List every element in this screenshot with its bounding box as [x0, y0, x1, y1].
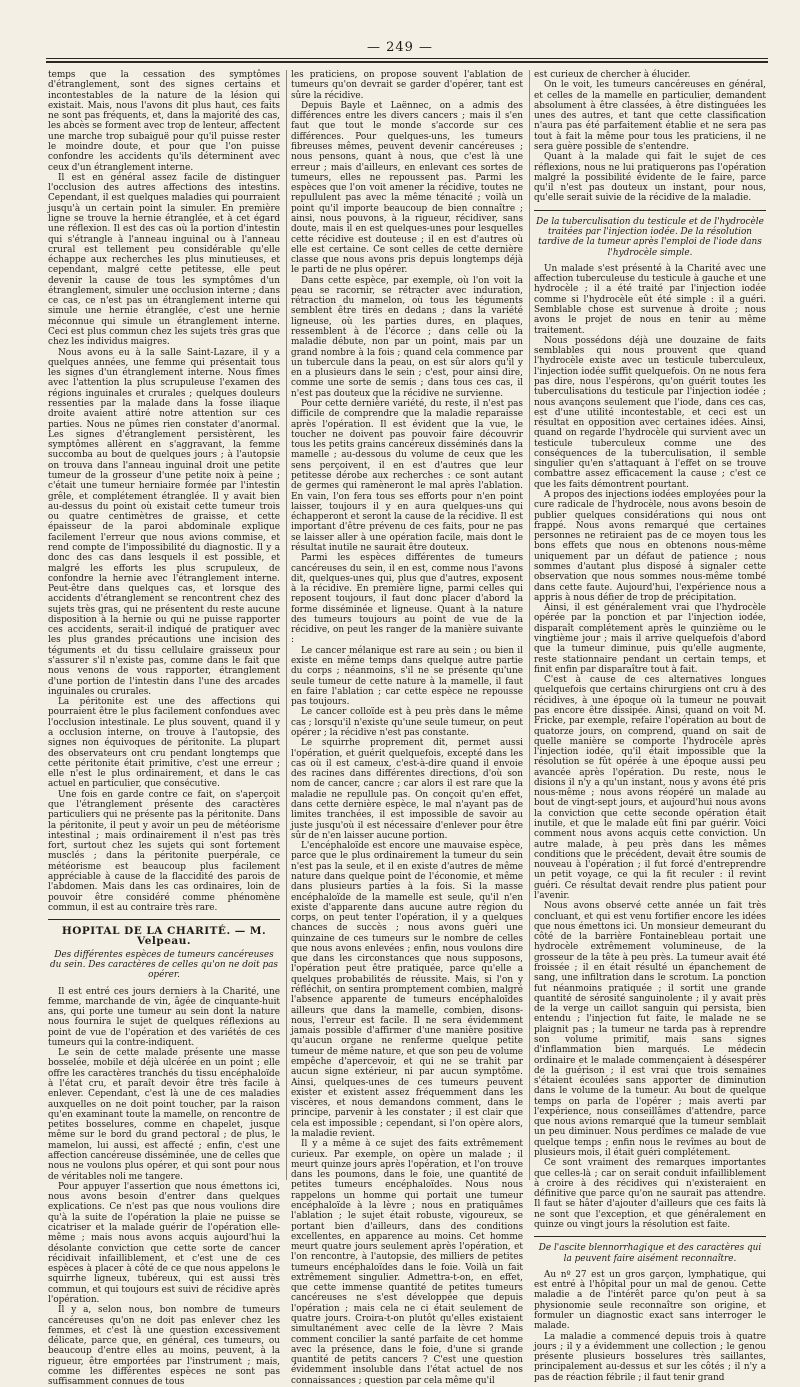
- paragraph: Au nº 27 est un gros garçon, lymphatique, qui est entré à l'hôpital pour un mal de genou. Cette maladie a de l'intérêt parce qu'on peut à sa physionomie seule reconnaître son origine, et formuler un diagnostic exact sans interroger le malade.: [534, 1269, 766, 1332]
- paragraph: La maladie a commencé depuis trois à quatre jours ; il y a évidemment une collection ; le genou présente plusieurs bosselures très saillantes, principalement au-dessus et sur les côtés ; il n'y a pas de réaction fébrile ; il faut tenir grand: [534, 1331, 766, 1383]
- top-rule: [46, 58, 768, 59]
- paragraph: Parmi les espèces différentes de tumeurs cancéreuses du sein, il en est, comme nous l'avons dit, quelques-unes qui, plus que d'autres, exposent à la récidive. En première ligne, parmi celles qui reposent toujours, il faut donc placer d'abord la forme disséminée et ligneuse. Quant à la nature des tumeurs toujours au point de vue de la récidive, on peut les ranger de la manière suivante :: [291, 553, 523, 646]
- paragraph: Le sein de cette malade présente une masse bosselée, mobile et déjà ulcérée en un point ; elle offre les caractères tranchés du tissu encéphaloïde à l'état cru, et paraît devoir être très facile à enlever. Cependant, c'est là une de ces maladies auxquelles on ne doit point toucher, par la raison qu'en examinant toute la mamelle, on rencontre de petites bosselures, comme en chapelet, jusque même sur le bord du grand pectoral ; de plus, le mamelon, lui aussi, est affecté ; enfin, c'est une affection cancéreuse disséminée, une de celles que nous ne voulons plus opérer, et qui sont pour nous de véritables noli me tangere.: [48, 1048, 280, 1182]
- paragraph: C'est à cause de ces alternatives longues quelquefois que certains chirurgiens ont cru à des récidives, à une époque où la tumeur ne pouvait pas encore être dissipée. Ainsi, quand on voit M. Fricke, par exemple, refaire l'opération au bout de quatorze jours, on comprend, quand on sait de quelle manière se comporte l'hydrocèle après l'injection iodée, qu'il était impossible que la résolution se fût opérée à une époque aussi peu avancée après l'opération. Du reste, nous le disions il n'y a qu'un instant, nous y avons été pris nous-même ; nous avons réopéré un malade au bout de vingt-sept jours, et aujourd'hui nous avons la conviction que cette seconde opération était inutile, et que le malade eût fini par guérir. Voici comment nous avons acquis cette conviction. Un autre malade, à peu près dans les mêmes conditions que le précédent, devait être soumis de nouveau à l'opération ; il fut forcé d'entreprendre un petit voyage, ce qui la fit reculer : il revint guéri. Ce résultat devait rendre plus patient pour l'avenir.: [534, 675, 766, 901]
- paragraph: les praticiens, on propose souvent l'ablation de tumeurs qu'on devrait se garder d'opérer, tant est sûre la récidive.: [291, 70, 523, 101]
- columns: [48, 70, 768, 1387]
- section-divider: [534, 210, 766, 211]
- paragraph: Il est entré ces jours derniers à la Charité, une femme, marchande de vin, âgée de cinquante-huit ans, qui porte une tumeur au sein dont la nature nous fournira le sujet de quelques réflexions au point de vue de l'opération et des variétés de ces tumeurs qui la contre-indiquent.: [48, 986, 280, 1048]
- page-number: — 249 —: [366, 40, 434, 55]
- paragraph: On le voit, les tumeurs cancéreuses en général, et celles de la mamelle en particulier, demandent absolument à être classées, à être distinguées les unes des autres, et tant que cette classification n'aura pas été parfaitement établie et ne sera pas tout à fait la même pour tous les praticiens, il ne sera guère possible de s'entendre.: [534, 80, 766, 152]
- paragraph: Dans cette espèce, par exemple, où l'on voit la peau se racornir, se rétracter avec induration, rétraction du mamelon, où tous les téguments semblent être tirés en dedans ; dans la variété ligneuse, où les parties dures, en plaques, ressemblent à de l'écorce ; dans celle où la maladie débute, non par un point, mais par un grand nombre à la fois ; quand cela commence par un tubercule dans la peau, on est sûr alors qu'il y en a plusieurs dans le sein ; c'est, pour ainsi dire, comme une sorte de semis ; dans tous ces cas, il n'est pas douteux que la récidive ne survienne.: [291, 275, 523, 399]
- paragraph: Le cancer colloïde est à peu près dans le même cas ; lorsqu'il n'existe qu'une seule tumeur, on peut opérer ; la récidive n'est pas constante.: [291, 707, 523, 738]
- section-subtitle: De l'ascite blennorrhagique et des caractères qui la peuvent faire aisément reconnaître.: [538, 1243, 762, 1264]
- paragraph: est curieux de chercher à élucider.: [534, 70, 691, 80]
- paragraph: A propos des injections iodées employées pour la cure radicale de l'hydrocèle, nous avons besoin de publier quelques considérations qui nous ont frappé. Nous avons remarqué que certaines personnes ne retiraient pas de ce moyen tous les bons effets que nous en obtenons nous-même uniquement par un défaut de patience ; nous sommes d'autant plus disposé à signaler cette observation que nous sommes nous-même tombé dans cette faute. Aujourd'hui, l'expérience nous a appris à nous défier de trop de précipitation.: [534, 490, 766, 603]
- paragraph: Quant à la malade qui fait le sujet de ces réflexions, nous ne lui pratiquerons pas l'opération malgré la possibilité évidente de le faire, parce qu'il n'est pas douteux un instant, pour nous, qu'elle serait suivie de la récidive de la maladie.: [534, 152, 766, 204]
- section-divider: [48, 919, 280, 920]
- paragraph: Une fois en garde contre ce fait, on s'aperçoit que l'étranglement présente des caractères particuliers qui ne présente pas la péritonite. Dans la péritonite, il peut y avoir un peu de météorisme intestinal ; mais ordinairement il n'est pas très fort, surtout chez les sujets qui sont fortement musclés ; dans la péritonite puerpérale, ce météorisme est beaucoup plus facilement appréciable à cause de la flaccidité des parois de l'abdomen. Mais dans les cas ordinaires, loin de pouvoir être considéré comme phénomène commun, il est au contraire très rare.: [48, 789, 280, 913]
- paragraph: Le squirrhe proprement dit, permet aussi l'opération, et guérit quelquefois, excepté dans les cas où il est cameux, c'est-à-dire quand il envoie des racines dans différentes directions, d'où son nom de cancer, cancre ; car alors il est rare que la maladie ne repullule pas. On conçoit qu'en effet, dans cette dernière espèce, le mal n'ayant pas de limites tranchées, il est impossible de savoir au juste jusqu'où il est nécessaire d'enlever pour être sûr de n'en laisser aucune portion.: [291, 738, 523, 841]
- paragraph: Il y a, selon nous, bon nombre de tumeurs cancéreuses qu'on ne doit pas enlever chez les femmes, et c'est là une question excessivement délicate, parce que, en général, ces tumeurs, ou beaucoup d'entre elles au moins, peuvent, à la rigueur, être emportées par l'instrument ; mais, comme les différentes espèces ne sont pas suffisamment connues de tous: [48, 1305, 280, 1387]
- paragraph: Il y a même à ce sujet des faits extrêmement curieux. Par exemple, on opère un malade ; il meurt quinze jours après l'opération, et l'on trouve dans les poumons, dans le foie, une quantité de petites tumeurs encéphaloïdes. Nous nous rappelons un homme qui portait une tumeur encéphaloïde à la lèvre ; nous en pratiquâmes l'ablation ; le sujet était robuste, vigoureux, se portant bien d'ailleurs, dans des conditions excellentes, en apparence au moins. Cet homme meurt quatre jours seulement après l'opération, et l'on rencontre, à l'autopsie, des milliers de petites tumeurs encéphaloïdes dans le foie. Voilà un fait extrêmement singulier. Admettra-t-on, en effet, que cette immense quantité de petites tumeurs cancéreuses ne s'est développée que depuis l'opération ; mais cela ne ci était seulement de quatre jours. Croira-t-on plutôt qu'elles existaient simultanément avec celle de la lèvre ? Mais comment concilier la santé parfaite de cet homme avec la présence, dans le foie, d'une si grande quantité de petits cancers ? C'est une question évidemment insoluble dans l'état actuel de nos connaissances ; question par cela même qu'il: [291, 1139, 523, 1386]
- paragraph: Pour cette dernière variété, du reste, il n'est pas difficile de comprendre que la maladie reparaisse après l'opération. Il est évident que la vue, le toucher ne doivent pas pouvoir faire découvrir tous les petits grains cancéreux disséminés dans la mamelle ; au-dessous du volume de ceux que les sens perçoivent, il en est d'autres que leur petitesse dérobe aux recherches : ce sont autant de germes qui ramèneront le mal après l'ablation. En vain, l'on fera tous ses efforts pour n'en point laisser, toujours il y en aura quelques-uns qui échapperont et seront la cause de la récidive. Il est important d'être prévenu de ces faits, pour ne pas se laisser aller à une opération facile, mais dont le résultat inutile ne saurait être douteux.: [291, 399, 523, 553]
- paragraph: L'encéphaloïde est encore une mauvaise espèce, parce que le plus ordinairement la tumeur du sein n'est pas la seule, et il en existe d'autres de même nature dans quelque point de l'économie, et même dans plusieurs parties à la fois. Si la masse encéphaloïde de la mamelle est seule, qu'il n'en existe d'apparente dans aucune autre région du corps, on peut tenter l'opération, il y a quelques chances de succès ; nous avons guéri une quinzaine de ces tumeurs sur le nombre de celles que nous avons enlevées ; enfin, nous voulons dire que dans les circonstances que nous supposons, l'opération peut être pratiquée, parce qu'elle a quelques probabilités de réussite. Mais, si l'on y réfléchit, on sentira promptement combien, malgré l'absence apparente de tumeurs encéphaloïdes ailleurs que dans la mamelle, combien, disons-nous, l'erreur est facile. Il ne sera évidemment jamais possible d'affirmer d'une manière positive qu'aucun organe ne renferme quelque petite tumeur de même nature, et que son peu de volume empêche d'apercevoir, et qui ne se trahit par aucun signe extérieur, ni par aucun symptôme. Ainsi, quelques-unes de ces tumeurs peuvent exister et existent assez fréquemment dans les viscères, et nous demandons comment, dans le principe, parvenir à les constater ; il est clair que cela est impossible ; cependant, si l'on opère alors, la maladie revient.: [291, 841, 523, 1139]
- section-divider: [534, 1236, 766, 1237]
- paragraph: Depuis Bayle et Laënnec, on a admis des différences entre les divers cancers ; mais il s'en faut que tout le monde s'accorde sur ces différences. Pour quelques-uns, les tumeurs fibreuses mêmes, peuvent devenir cancéreuses ; nous pensons, quant à nous, que c'est là une erreur ; mais d'ailleurs, en enlevant ces sortes de tumeurs, elles ne repoussent pas. Parmi les espèces que l'on voit amener la récidive, toutes ne repullulent pas avec la même ténacité ; voilà un point qu'il importe beaucoup de bien connaître ; ainsi, nous pouvons, à la rigueur, récidiver, sans doute, mais il en est quelques-unes pour lesquelles cette récidive est douteuse ; il en est d'autres où elle est certaine. Ce sont celles de cette dernière classe que nous avons pris depuis longtemps déjà le parti de ne plus opérer.: [291, 100, 523, 276]
- column-2: [291, 70, 523, 1386]
- paragraph: Il est en général assez facile de distinguer l'occlusion des autres affections des intestins. Cependant, il est quelques maladies qui pourraient jusqu'à un certain point la simuler. En première ligne se trouve la hernie étranglée, et à cet égard une réflexion. Il est des cas où la portion d'intestin qui s'étrangle à l'anneau inguinal ou à l'anneau crural est tellement peu considérable qu'elle échappe aux recherches les plus minutieuses, et cependant, malgré cette petitesse, elle peut devenir la cause de tous les symptômes d'un étranglement, simuler une occlusion interne ; dans ce cas, ce n'est pas un étranglement interne qui simule une hernie étranglée, c'est une hernie méconnue qui simule un étranglement interne. Ceci est plus commun chez les sujets très gras que chez les individus maigres.: [48, 172, 280, 348]
- paragraph: La péritonite est une des affections qui pourraient être le plus facilement confondues avec l'occlusion intestinale. Le plus souvent, quand il y a occlusion interne, on trouve à l'autopsie, des signes non équivoques de péritonite. La plupart des observateurs ont cru pendant longtemps que cette péritonite était primitive, c'est une erreur ; elle n'est le plus ordinairement, et dans le cas actuel en particulier, que consécutive.: [48, 697, 280, 790]
- paragraph: Ce sont vraiment des remarques importantes que celles-là ; car on serait conduit infailliblement à croire à des récidives qui n'existeraient en définitive que parce qu'on ne saurait pas attendre. Il faut se hâter d'ajouter d'ailleurs que ces faits là ne sont que l'exception, et que généralement en quinze ou vingt jours la résolution est faite.: [534, 1158, 766, 1230]
- section-heading: HOPITAL DE LA CHARITÉ. — M. Velpeau.: [61, 925, 267, 948]
- column-3: [534, 70, 766, 1383]
- section-subtitle: Des différentes espèces de tumeurs cancéreuses du sein. Des caractères de celles qu'on ne doit pas opérer.: [50, 949, 278, 981]
- paragraph: Nous possédons déjà une douzaine de faits semblables qui nous prouvent que quand l'hydrocèle existe avec un testicule tuberculeux, l'injection iodée suffit quelquefois. On ne nous fera pas dire, nous l'espérons, qu'on guérit toutes les tuberculisations du testicule par l'injection iodée ; nous avançons seulement que l'iode, dans ces cas, est d'une utilité incontestable, et ceci est un résultat en opposition avec certaines idées. Ainsi, quand on regarde l'hydrocèle qui survient avec un testicule tuberculeux comme une des conséquences de la tuberculisation, il semble singulier qu'en s'attaquant à l'effet on se trouve combattre assez efficacement la cause ; c'est ce que les faits démontrent pourtant.: [534, 335, 766, 490]
- paragraph: Le cancer mélanique est rare au sein ; ou bien il existe en même temps dans quelque autre partie du corps ; néanmoins, s'il ne se présente qu'une seule tumeur de cette nature à la mamelle, il faut en faire l'ablation ; car cette espèce ne repousse pas toujours.: [291, 645, 523, 708]
- section-subtitle: De la tuberculisation du testicule et de l'hydrocèle traitées par l'injection iodée. De la résolution tardive de la tumeur après l'emploi de l'iode dans l'hydrocèle simple.: [536, 216, 764, 258]
- paragraph: temps que la cessation des symptômes d'étranglement, sont des signes certains et incontestables de la nature de la lésion qui existait. Mais, nous l'avons dit plus haut, ces faits ne sont pas fréquents, et, dans la majorité des cas, les abcès se forment avec trop de lenteur, affectent une marche trop subaiguë pour qu'il puisse rester le moindre doute, et pour que l'on puisse confondre les accidents qu'ils déterminent avec ceux d'un étranglement interne.: [48, 70, 280, 173]
- paragraph: Ainsi, il est généralement vrai que l'hydrocèle opérée par la ponction et par l'injection iodée, disparaît complétement après le quinzième ou le vingtième jour ; mais il arrive quelquefois d'abord que la tumeur diminue, puis qu'elle augmente, reste stationnaire pendant un certain temps, et finit enfin par disparaître tout à fait.: [534, 603, 766, 675]
- paragraph: Nous avons observé cette année un fait très concluant, et qui est venu fortifier encore les idées que nous émettons ici. Un monsieur demeurant du côté de la barrière Fontainebleau portait une hydrocèle extrêmement volumineuse, de la grosseur de la tête à peu près. La tumeur avait été froissée ; il en était résulté un épanchement de sang, une infiltration dans le scrotum. La ponction fut néanmoins pratiquée ; il sortit une grande quantité de sérosité sanguinolente ; il y avait près de la verge un caillot sanguin qui persista, bien entendu ; l'injection fut faite, le malade ne se plaignit pas ; la tumeur ne tarda pas à reprendre son volume primitif, mais sans signes d'inflammation bien marqués. Le médecin ordinaire et le malade commençaient à désespérer de la guérison ; il est vrai que trois semaines s'étaient écoulées sans apporter de diminution dans le volume de la tumeur. Au bout de quelque temps on parla de l'opérer ; mais averti par l'expérience, nous conseillâmes d'attendre, parce que nous avions remarqué que la tumeur semblait un peu diminuer. Nous perdîmes ce malade de vue quelque temps ; enfin nous le revîmes au bout de plusieurs mois, il était guéri complétement.: [534, 901, 766, 1159]
- top-rule-thick: [46, 61, 768, 63]
- column-1: [48, 70, 280, 1387]
- paragraph: Pour appuyer l'assertion que nous émettons ici, nous avons besoin d'entrer dans quelques explications. Ce n'est pas que nous voulions dire qu'à la suite de l'opération la plaie ne puisse se cicatriser et la malade guérir de l'opération elle-même ; mais nous avons acquis aujourd'hui la désolante conviction que cette sorte de cancer récidivait infailliblement, et c'est une de ces espèces à placer à côté de ce que nous appelons le squirrhe ligneux, tubéreux, qui est aussi très commun, et qui toujours est suivi de récidive après l'opération.: [48, 1181, 280, 1305]
- paragraph: Nous avons eu à la salle Saint-Lazare, il y a quelques années, une femme qui présentait tous les signes d'un étranglement interne. Nous fîmes avec l'attention la plus scrupuleuse l'examen des régions inguinales et crurales ; quelques douleurs ressenties par la malade dans la fosse iliaque droite avaient attiré notre attention sur ces parties. Nous ne pûmes rien constater d'anormal. Les signes d'étranglement persistèrent, les symptômes allèrent en s'aggravant, la femme succomba au bout de quelques jours ; à l'autopsie on trouva dans l'anneau inguinal droit une petite tumeur de la grosseur d'une petite noix à peine ; c'était une tumeur herniaire formée par l'intestin grêle, et complétement étranglée. Il y avait bien au-dessus du point où existait cette tumeur trois ou quatre centimètres de graisse, et cette épaisseur de la paroi abdominale explique facilement l'erreur que nous avions commise, et rend compte de l'impossibilité du diagnostic. Il y a donc des cas dans lesquels il est possible, et malgré les efforts les plus scrupuleux, de confondre la hernie avec l'étranglement interne. Peut-être dans quelques cas, et lorsque des accidents d'étranglement se rencontrent chez des sujets très gras, qui ne présentent du reste aucune disposition à la hernie ou qui ne puisse rapporter ces accidents, serait-il indiqué de pratiquer avec les plus grandes précautions une incision des téguments et du tissu cellulaire graisseux pour s'assurer s'il n'existe pas, comme dans le fait que nous venons de vous rapporter, étranglement d'une portion de l'intestin dans l'une des arcades inguinales ou crurales.: [48, 347, 280, 697]
- paragraph: Un malade s'est présenté à la Charité avec une affection tuberculeuse du testicule à gauche et une hydrocèle ; il a été traité par l'injection iodée comme si l'hydrocèle eût été simple : il a guéri. Semblable chose est survenue à droite ; nous avons le projet de nous en tenir au même traitement.: [534, 263, 766, 336]
